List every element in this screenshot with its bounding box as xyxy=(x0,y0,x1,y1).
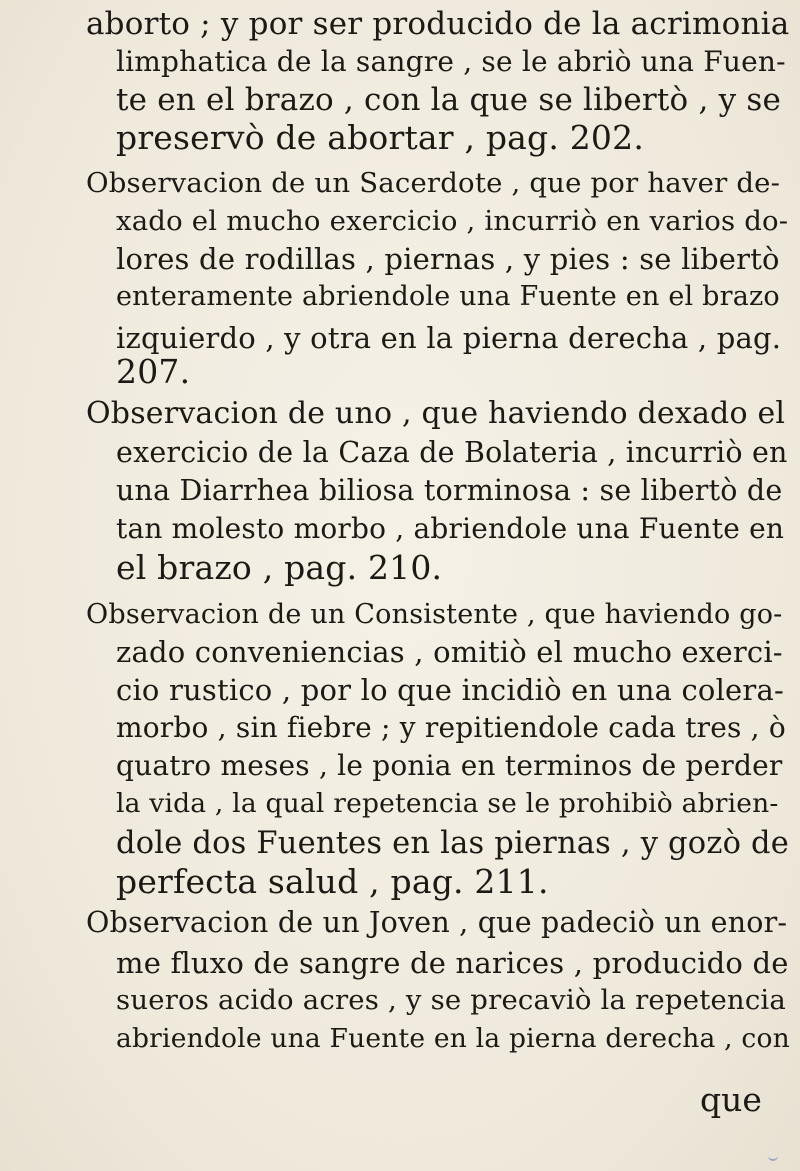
text-line: sueros acido acres , y se precaviò la repetencia xyxy=(116,984,787,1016)
text-line: tan molesto morbo , abriendole una Fuente en xyxy=(116,512,785,545)
text-line: dole dos Fuentes en las piernas , y gozò de xyxy=(116,826,790,861)
text-line: enteramente abriendole una Fuente en el brazo xyxy=(116,281,780,312)
text-line: Observacion de un Consistente , que haviendo go- xyxy=(86,599,783,630)
text-line: una Diarrhea biliosa torminosa : se libertò de xyxy=(116,474,783,507)
text-line: la vida , la qual repetencia se le prohibiò abrien- xyxy=(116,788,779,819)
text-line: 207. xyxy=(116,352,191,391)
text-line: cio rustico , por lo que incidiò en una colera- xyxy=(116,673,784,707)
text-line: abriendole una Fuente en la pierna derecha , con xyxy=(116,1023,790,1054)
text-line: aborto ; y por ser producido de la acrimonia xyxy=(86,6,790,42)
text-line: xado el mucho exercicio , incurriò en varios do- xyxy=(116,205,789,237)
text-line: exercicio de la Caza de Bolateria , incurriò en xyxy=(116,436,788,469)
ink-mark xyxy=(768,1153,778,1161)
text-line: el brazo , pag. 210. xyxy=(116,548,443,587)
text-line: quatro meses , le ponia en terminos de perder xyxy=(116,749,783,782)
text-line: Observacion de un Sacerdote , que por haver de- xyxy=(86,167,781,199)
text-line: Observacion de uno , que haviendo dexado el xyxy=(86,396,786,431)
text-line: lores de rodillas , piernas , y pies : se libertò xyxy=(116,242,780,276)
text-line: me fluxo de sangre de narices , producido de xyxy=(116,946,789,980)
text-line: perfecta salud , pag. 211. xyxy=(116,862,549,901)
text-line: izquierdo , y otra en la pierna derecha , pag. xyxy=(116,321,782,355)
text-line: morbo , sin fiebre ; y repitiendole cada tres , ò xyxy=(116,711,786,744)
text-line: zado conveniencias , omitiò el mucho exerci- xyxy=(116,635,783,669)
text-line: preservò de abortar , pag. 202. xyxy=(116,118,645,157)
catchword: que xyxy=(700,1080,762,1119)
text-line: te en el brazo , con la que se libertò , y se xyxy=(116,82,781,118)
text-line: Observacion de un Joven , que padeciò un enor- xyxy=(86,906,788,939)
text-line: limphatica de la sangre , se le abriò una Fuen- xyxy=(116,45,786,78)
